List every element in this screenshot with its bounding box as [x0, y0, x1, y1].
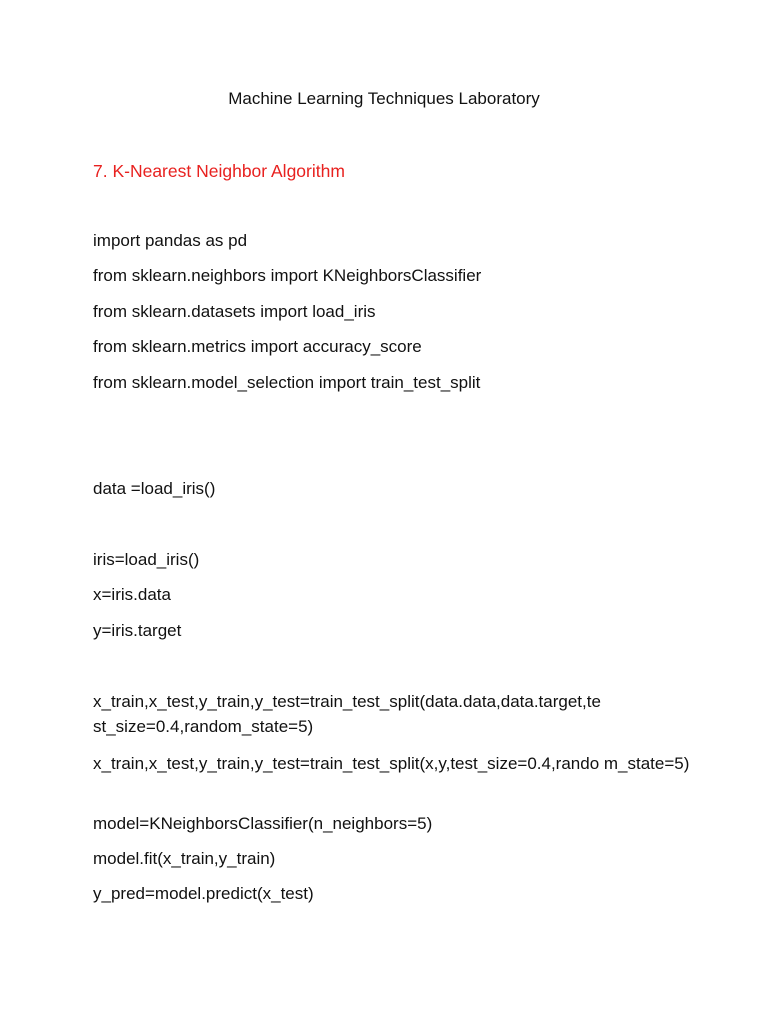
- model-line: model=KNeighborsClassifier(n_neighbors=5): [93, 814, 433, 833]
- import-line: from sklearn.datasets import load_iris: [93, 302, 376, 321]
- page-title: Machine Learning Techniques Laboratory: [228, 89, 540, 108]
- split-line-2: x_train,x_test,y_train,y_test=train_test_split(x,y,test_size=0.4,rando m_state=5): [93, 754, 690, 773]
- model-line: y_pred=model.predict(x_test): [93, 884, 314, 903]
- iris-line: x=iris.data: [93, 585, 171, 604]
- model-line: model.fit(x_train,y_train): [93, 849, 276, 868]
- iris-line: iris=load_iris(): [93, 550, 200, 569]
- iris-line: y=iris.target: [93, 621, 182, 640]
- section-heading: 7. K-Nearest Neighbor Algorithm: [93, 161, 345, 181]
- import-line: from sklearn.neighbors import KNeighborsClassifier: [93, 266, 482, 285]
- load-data-line: data =load_iris(): [93, 479, 216, 498]
- import-line: from sklearn.model_selection import train_test_split: [93, 373, 481, 392]
- import-line: import pandas as pd: [93, 231, 248, 250]
- split-line-1: x_train,x_test,y_train,y_test=train_test_split(data.data,data.target,te st_size=0.4,random_state=5): [93, 692, 601, 736]
- import-line: from sklearn.metrics import accuracy_score: [93, 337, 422, 356]
